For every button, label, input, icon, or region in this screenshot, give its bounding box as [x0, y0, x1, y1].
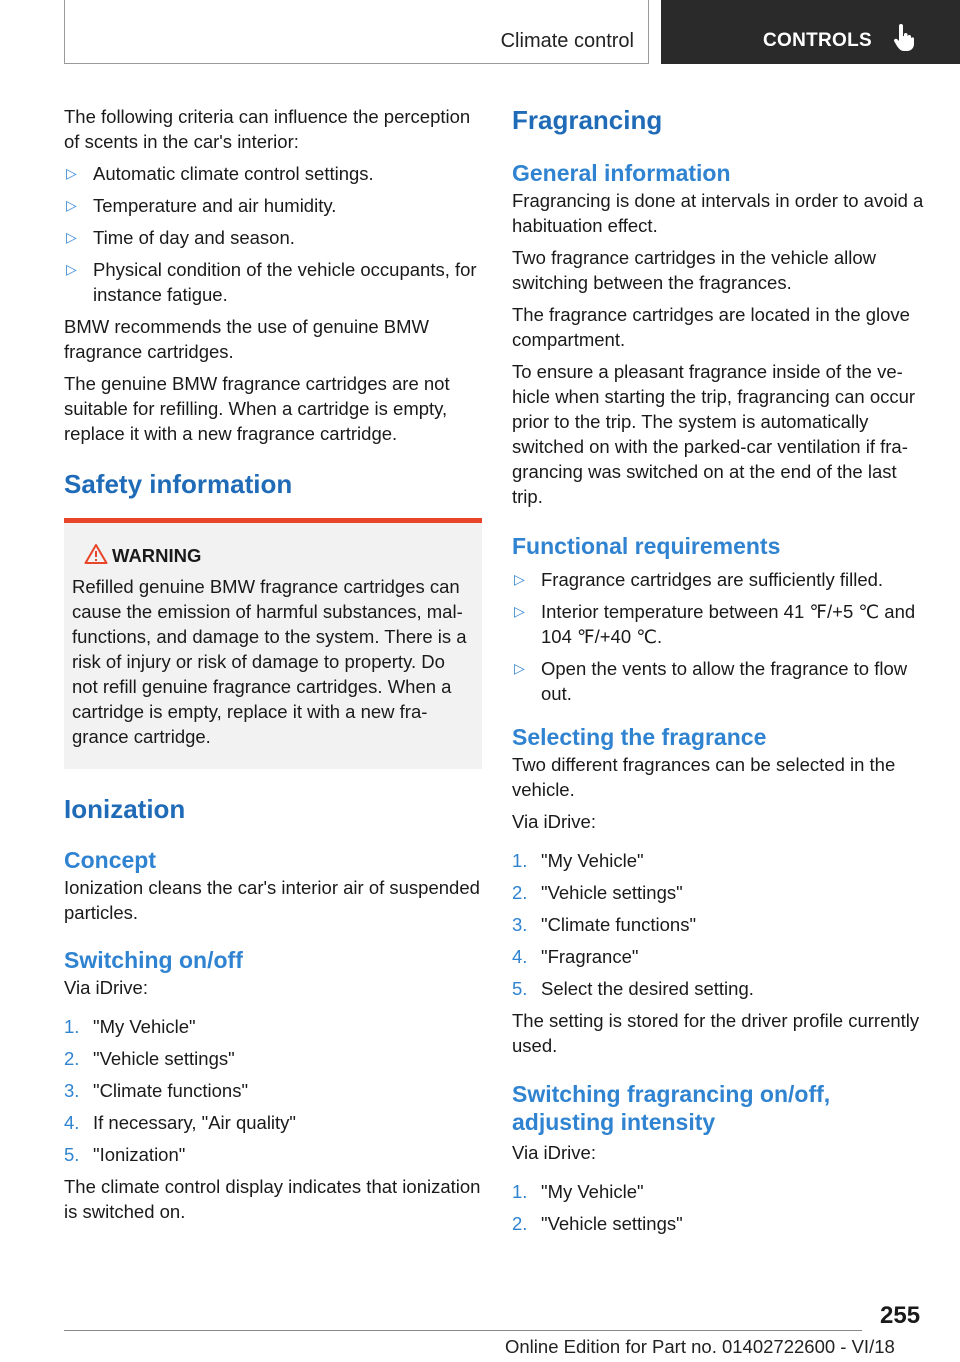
fragrance-steps — [512, 848, 930, 1001]
list-item: ▷ Open the vents to allow the fragrance to flow out. — [514, 658, 908, 704]
header-section-box — [64, 0, 649, 64]
edition-text: Online Edition for Part no. 01402722600 - VI/18 — [505, 1336, 895, 1357]
safety-heading: Safety information — [64, 469, 293, 499]
list-item: 5. Select the desired setting. — [512, 978, 754, 999]
triangle-bullet-icon: ▷ — [66, 165, 77, 181]
fragrancing-heading: Fragrancing — [512, 105, 663, 135]
triangle-bullet-icon: ▷ — [66, 197, 77, 213]
list-item: 4. "Fragrance" — [512, 946, 639, 967]
refill-paragraph: The genuine BMW fragrance cartridges are not suitable for refilling. When a cartridge is empty, replace it with a new fragrance cartridge. — [64, 373, 450, 444]
right-column — [512, 104, 930, 1243]
page-number: 255 — [880, 1302, 921, 1329]
warning-text: Refilled genuine BMW fragrance cartridges can cause the emission of harmful substances, malfunctions, and damage to the system. There is a risk of injury or risk of damage to property. Do not refill genuine fragrance cartridges. When a cartridge is empty, replace it with a new fragrance cartridge. — [72, 576, 467, 747]
list-item: ▷ Fragrance cartridges are sufficiently filled. — [514, 569, 884, 590]
warning-title: WARNING — [72, 543, 474, 568]
concept-paragraph: Ionization cleans the car's interior air of suspended particles. — [64, 877, 480, 923]
intro-paragraph: The following criteria can influence the perception of scents in the car's interior: — [64, 106, 471, 152]
via-idrive-label: Via iDrive: — [512, 1142, 596, 1163]
triangle-bullet-icon: ▷ — [514, 571, 525, 587]
requirements-list — [512, 567, 930, 706]
left-column — [64, 104, 482, 1231]
list-item: 1. "My Vehicle" — [512, 850, 644, 871]
header-chapter-box — [661, 0, 960, 64]
list-item: ▷ Automatic climate control settings. — [66, 163, 374, 184]
list-item: 5. "Ionization" — [64, 1144, 186, 1165]
criteria-list — [64, 161, 482, 307]
warning-box — [64, 518, 482, 769]
footer-divider — [64, 1330, 862, 1331]
list-item: 2. "Vehicle settings" — [64, 1048, 235, 1069]
result-paragraph: The climate control display indicates that ionization is switched on. — [64, 1176, 481, 1222]
select-paragraph: Two different fragrances can be selected in the vehicle. — [512, 754, 896, 800]
via-idrive-label: Via iDrive: — [512, 811, 596, 832]
general-paragraph-3: The fragrance cartridges are located in the glove compartment. — [512, 304, 910, 350]
general-paragraph-2: Two fragrance cartridges in the vehicle allow switching between the fragrances. — [512, 247, 877, 293]
switch-fragrancing-heading: Switching fragrancing on/off, adjusting intensity — [512, 1081, 831, 1135]
general-paragraph-4: To ensure a pleasant fragrance inside of the vehicle when starting the trip, fragrancing can occur prior to the trip. The system is automatically switched on with the parked-car ventilation if fragrancing was switched on at the end of the last trip. — [512, 361, 916, 507]
ionization-heading: Ionization — [64, 794, 186, 824]
list-item: 2. "Vehicle settings" — [512, 882, 683, 903]
header-chapter-title: CONTROLS — [763, 30, 873, 51]
list-item: 1. "My Vehicle" — [512, 1181, 644, 1202]
warning-triangle-icon — [84, 543, 108, 565]
list-item: 3. "Climate functions" — [64, 1080, 249, 1101]
general-paragraph-1: Fragrancing is done at intervals in order to avoid a habituation effect. — [512, 190, 924, 236]
triangle-bullet-icon: ▷ — [66, 229, 77, 245]
list-item: ▷ Temperature and air humidity. — [66, 195, 337, 216]
list-item: ▷ Time of day and season. — [66, 227, 295, 248]
stored-paragraph: The setting is stored for the driver profile currently used. — [512, 1010, 920, 1056]
general-heading: General information — [512, 160, 731, 186]
recommend-paragraph: BMW recommends the use of genuine BMW fragrance cartridges. — [64, 316, 430, 362]
list-item: ▷ Physical condition of the vehicle occupants, for instance fatigue. — [66, 259, 477, 305]
select-heading: Selecting the fragrance — [512, 724, 767, 750]
pointing-hand-icon — [893, 24, 915, 52]
via-idrive-label: Via iDrive: — [64, 977, 148, 998]
concept-heading: Concept — [64, 847, 156, 873]
list-item: 1. "My Vehicle" — [64, 1016, 196, 1037]
switch-heading: Switching on/off — [64, 947, 243, 973]
requirements-heading: Functional requirements — [512, 533, 781, 559]
list-item: 3. "Climate functions" — [512, 914, 697, 935]
list-item: ▷ Interior temperature between 41 ℉/+5 ℃ and 104 ℉/+40 ℃. — [514, 601, 916, 647]
list-item: 2. "Vehicle settings" — [512, 1213, 683, 1234]
switch-steps — [512, 1179, 930, 1236]
triangle-bullet-icon: ▷ — [514, 660, 525, 676]
list-item: 4. If necessary, "Air quality" — [64, 1112, 297, 1133]
ionization-steps — [64, 1014, 482, 1167]
triangle-bullet-icon: ▷ — [514, 603, 525, 619]
header-section-title: Climate control — [500, 30, 634, 52]
triangle-bullet-icon: ▷ — [66, 261, 77, 277]
